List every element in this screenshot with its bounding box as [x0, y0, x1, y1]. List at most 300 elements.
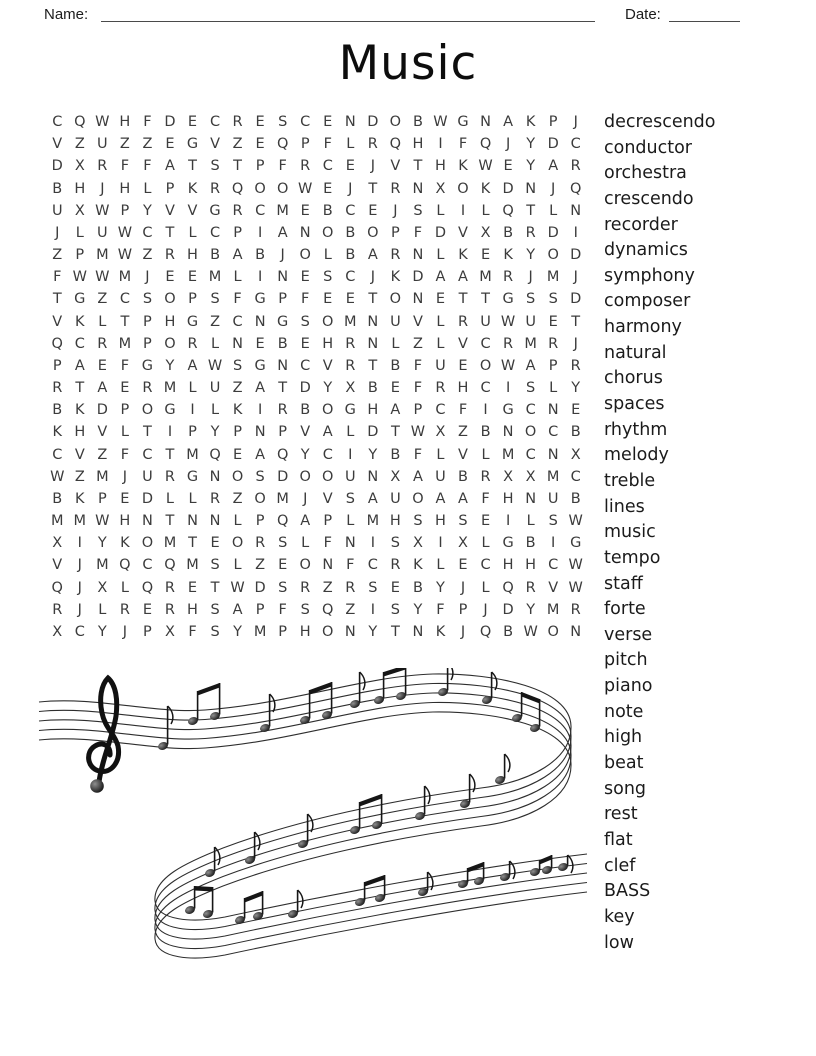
grid-cell: R: [525, 579, 536, 596]
grid-cell: O: [254, 180, 266, 197]
grid-cell: H: [187, 601, 198, 618]
grid-cell: F: [413, 446, 423, 463]
grid-cell: G: [254, 291, 266, 308]
word-list-item: lines: [604, 496, 645, 517]
grid-cell: L: [143, 180, 152, 197]
grid-cell: L: [436, 202, 445, 219]
grid-cell: A: [300, 513, 311, 530]
grid-cell: Q: [502, 202, 514, 219]
grid-cell: P: [278, 291, 288, 308]
grid-cell: Z: [345, 601, 356, 618]
grid-cell: I: [505, 380, 511, 397]
grid-cell: F: [323, 136, 332, 153]
grid-cell: C: [548, 557, 559, 574]
grid-cell: U: [390, 313, 401, 330]
grid-cell: T: [390, 623, 400, 640]
grid-cell: D: [547, 136, 559, 153]
grid-cell: N: [254, 313, 266, 330]
grid-cell: E: [323, 180, 333, 197]
grid-cell: W: [298, 180, 313, 197]
grid-cell: T: [571, 313, 581, 330]
grid-cell: F: [481, 490, 490, 507]
grid-cell: M: [186, 557, 199, 574]
grid-cell: V: [390, 158, 401, 175]
grid-cell: Y: [300, 446, 310, 463]
grid-cell: T: [188, 158, 197, 175]
grid-cell: R: [300, 579, 311, 596]
grid-cell: E: [435, 291, 446, 308]
grid-cell: R: [52, 601, 63, 618]
grid-cell: H: [74, 424, 86, 441]
grid-cell: V: [187, 202, 198, 219]
grid-cell: S: [255, 468, 265, 485]
grid-cell: O: [254, 490, 266, 507]
grid-cell: J: [77, 557, 82, 574]
grid-cell: B: [503, 224, 514, 241]
grid-cell: V: [210, 136, 221, 153]
grid-cell: R: [480, 468, 491, 485]
grid-cell: X: [570, 446, 581, 463]
grid-cell: O: [141, 535, 154, 552]
grid-cell: W: [95, 114, 110, 131]
grid-cell: E: [142, 601, 153, 618]
grid-cell: Y: [571, 380, 581, 397]
grid-cell: V: [74, 446, 85, 463]
grid-cell: Y: [526, 247, 536, 264]
grid-cell: J: [573, 114, 578, 131]
grid-cell: Y: [233, 623, 243, 640]
grid-cell: N: [344, 623, 356, 640]
grid-cell: L: [346, 136, 355, 153]
grid-cell: C: [480, 335, 491, 352]
grid-cell: Y: [143, 202, 152, 219]
grid-cell: L: [549, 380, 558, 397]
grid-cell: Z: [322, 579, 333, 596]
grid-cell: W: [95, 269, 110, 286]
grid-cell: J: [280, 247, 285, 264]
grid-cell: M: [276, 490, 289, 507]
grid-cell: H: [502, 557, 514, 574]
grid-cell: W: [230, 579, 245, 596]
grid-cell: P: [278, 623, 288, 640]
grid-cell: B: [300, 402, 311, 419]
grid-cell: V: [458, 224, 468, 241]
grid-cell: O: [547, 247, 559, 264]
grid-cell: L: [188, 224, 197, 241]
grid-cell: O: [524, 424, 537, 441]
grid-cell: J: [460, 579, 466, 596]
grid-cell: P: [233, 224, 242, 241]
word-list-item: chorus: [604, 368, 663, 389]
grid-cell: K: [52, 424, 63, 441]
grid-cell: F: [413, 357, 423, 374]
grid-cell: K: [75, 402, 85, 419]
grid-cell: W: [117, 224, 133, 241]
grid-cell: Q: [389, 136, 402, 153]
grid-cell: P: [548, 357, 558, 374]
grid-cell: A: [255, 446, 266, 463]
grid-cell: E: [390, 579, 400, 596]
grid-cell: O: [479, 357, 492, 374]
grid-cell: P: [97, 490, 107, 507]
grid-cell: S: [548, 291, 558, 308]
grid-cell: Y: [526, 158, 536, 175]
grid-cell: E: [323, 291, 333, 308]
grid-cell: S: [232, 357, 243, 374]
grid-cell: O: [322, 468, 334, 485]
grid-cell: O: [322, 313, 334, 330]
grid-cell: L: [526, 513, 535, 530]
grid-cell: E: [233, 446, 243, 463]
grid-cell: V: [165, 202, 175, 219]
grid-cell: P: [233, 424, 242, 441]
grid-cell: N: [412, 623, 424, 640]
grid-cell: L: [98, 313, 107, 330]
grid-cell: O: [276, 180, 289, 197]
grid-cell: N: [277, 357, 289, 374]
grid-cell: V: [300, 424, 311, 441]
grid-cell: E: [187, 114, 198, 131]
grid-cell: E: [255, 136, 265, 153]
grid-cell: N: [412, 291, 424, 308]
grid-cell: S: [413, 202, 423, 219]
date-label: Date:: [625, 6, 661, 23]
grid-cell: R: [232, 202, 243, 219]
grid-cell: Q: [141, 579, 154, 596]
grid-cell: Z: [142, 136, 153, 153]
grid-cell: P: [188, 424, 197, 441]
grid-cell: J: [77, 601, 82, 618]
grid-cell: Y: [210, 424, 220, 441]
grid-cell: T: [165, 513, 175, 530]
grid-cell: N: [322, 557, 334, 574]
grid-cell: O: [412, 490, 424, 507]
grid-cell: J: [573, 335, 578, 352]
grid-cell: W: [568, 513, 583, 530]
grid-cell: X: [345, 380, 356, 397]
grid-cell: U: [209, 380, 221, 397]
grid-cell: L: [346, 424, 355, 441]
grid-cell: L: [549, 202, 558, 219]
grid-cell: W: [568, 557, 583, 574]
grid-cell: H: [435, 513, 446, 530]
grid-cell: C: [300, 114, 311, 131]
grid-cell: F: [413, 224, 423, 241]
grid-cell: P: [413, 402, 423, 419]
grid-cell: G: [457, 114, 469, 131]
grid-cell: Q: [119, 557, 131, 574]
grid-cell: R: [164, 601, 175, 618]
word-list-item: harmony: [604, 317, 682, 338]
grid-cell: S: [278, 579, 288, 596]
grid-cell: U: [480, 313, 491, 330]
grid-cell: K: [75, 490, 85, 507]
grid-cell: S: [390, 601, 400, 618]
word-list-item: staff: [604, 573, 643, 594]
grid-cell: N: [232, 335, 244, 352]
word-list-item: pitch: [604, 650, 648, 671]
grid-cell: C: [525, 402, 536, 419]
grid-cell: Z: [210, 313, 221, 330]
word-list: [604, 110, 804, 956]
grid-cell: P: [143, 313, 152, 330]
grid-cell: U: [435, 357, 446, 374]
grid-cell: Y: [323, 380, 333, 397]
grid-cell: T: [526, 202, 536, 219]
grid-cell: K: [458, 158, 468, 175]
word-list-item: verse: [604, 624, 653, 645]
grid-cell: I: [505, 513, 511, 530]
grid-cell: R: [390, 247, 401, 264]
grid-cell: L: [436, 313, 445, 330]
grid-cell: Q: [276, 136, 289, 153]
word-list-item: spaces: [604, 394, 665, 415]
grid-cell: J: [573, 269, 578, 286]
grid-cell: P: [188, 291, 197, 308]
grid-cell: E: [300, 335, 310, 352]
grid-cell: L: [211, 335, 220, 352]
grid-cell: R: [52, 380, 63, 397]
grid-cell: Q: [51, 335, 63, 352]
grid-cell: Q: [322, 601, 334, 618]
grid-cell: Q: [74, 114, 86, 131]
grid-cell: F: [233, 291, 242, 308]
grid-cell: F: [278, 158, 287, 175]
grid-cell: A: [232, 247, 243, 264]
grid-cell: R: [345, 357, 356, 374]
grid-cell: K: [120, 535, 130, 552]
grid-cell: A: [390, 402, 401, 419]
grid-cell: I: [460, 202, 466, 219]
grid-cell: J: [55, 224, 60, 241]
grid-cell: U: [547, 490, 559, 507]
grid-cell: C: [480, 380, 491, 397]
grid-cell: E: [120, 490, 130, 507]
grid-cell: B: [525, 535, 536, 552]
grid-cell: R: [210, 490, 221, 507]
grid-cell: Z: [52, 247, 63, 264]
grid-cell: A: [503, 114, 514, 131]
grid-cell: F: [346, 557, 355, 574]
grid-cell: B: [570, 490, 581, 507]
grid-cell: D: [299, 380, 311, 397]
grid-cell: A: [412, 468, 423, 485]
grid-cell: S: [142, 291, 153, 308]
word-list-item: melody: [604, 445, 669, 466]
grid-cell: D: [434, 224, 447, 241]
grid-cell: M: [253, 623, 267, 640]
grid-cell: N: [570, 623, 582, 640]
grid-cell: H: [322, 335, 334, 352]
grid-cell: K: [435, 623, 446, 640]
grid-cell: Z: [97, 446, 108, 463]
grid-cell: P: [278, 424, 288, 441]
grid-cell: Z: [74, 136, 85, 153]
word-list-item: forte: [604, 599, 646, 620]
grid-cell: B: [52, 402, 63, 419]
word-list-item: treble: [604, 470, 656, 491]
grid-cell: X: [74, 202, 85, 219]
grid-cell: F: [413, 380, 423, 397]
grid-cell: T: [368, 180, 378, 197]
grid-cell: M: [208, 269, 222, 286]
grid-cell: X: [165, 623, 175, 640]
grid-cell: M: [276, 202, 289, 219]
grid-cell: P: [255, 513, 265, 530]
grid-cell: I: [551, 535, 556, 552]
grid-cell: G: [254, 357, 266, 374]
grid-cell: T: [390, 424, 400, 441]
grid-cell: E: [300, 202, 310, 219]
grid-cell: H: [119, 114, 131, 131]
grid-cell: L: [436, 446, 445, 463]
grid-cell: E: [390, 380, 400, 397]
grid-cell: B: [458, 468, 468, 485]
grid-cell: S: [278, 114, 288, 131]
grid-cell: C: [232, 313, 243, 330]
grid-cell: N: [142, 513, 153, 530]
grid-cell: R: [97, 335, 108, 352]
grid-cell: E: [278, 557, 288, 574]
word-list-item: orchestra: [604, 163, 687, 184]
grid-cell: V: [52, 557, 63, 574]
grid-cell: O: [299, 557, 311, 574]
grid-cell: Z: [255, 557, 266, 574]
grid-cell: G: [502, 402, 514, 419]
grid-cell: Y: [165, 357, 175, 374]
word-list-item: beat: [604, 753, 644, 774]
grid-cell: B: [503, 623, 514, 640]
grid-cell: D: [367, 424, 379, 441]
grid-cell: E: [255, 114, 265, 131]
grid-cell: N: [367, 335, 379, 352]
grid-cell: G: [570, 535, 582, 552]
grid-cell: R: [390, 180, 401, 197]
grid-cell: K: [232, 402, 243, 419]
grid-cell: S: [413, 513, 423, 530]
grid-cell: Q: [209, 446, 221, 463]
grid-cell: G: [186, 136, 199, 153]
grid-cell: L: [233, 269, 242, 286]
grid-cell: R: [210, 180, 221, 197]
grid-cell: S: [210, 601, 220, 618]
grid-cell: M: [73, 513, 87, 530]
grid-cell: P: [120, 202, 130, 219]
grid-cell: H: [525, 557, 537, 574]
grid-cell: D: [547, 224, 559, 241]
grid-cell: Y: [526, 601, 536, 618]
grid-cell: O: [141, 402, 154, 419]
grid-cell: E: [345, 291, 355, 308]
grid-cell: R: [367, 136, 378, 153]
grid-cell: N: [570, 202, 582, 219]
grid-cell: M: [96, 247, 109, 264]
word-list-item: tempo: [604, 547, 661, 568]
grid-cell: H: [457, 380, 469, 397]
grid-cell: C: [345, 202, 356, 219]
word-list-item: music: [604, 522, 656, 543]
grid-cell: M: [501, 446, 515, 463]
grid-cell: L: [188, 490, 197, 507]
grid-cell: M: [51, 513, 64, 530]
grid-cell: G: [344, 402, 356, 419]
grid-cell: N: [277, 269, 289, 286]
grid-cell: U: [97, 224, 108, 241]
grid-cell: F: [323, 535, 332, 552]
grid-cell: P: [165, 180, 175, 197]
grid-cell: U: [51, 202, 63, 219]
grid-cell: J: [122, 623, 128, 640]
grid-cell: W: [410, 424, 426, 441]
grid-cell: X: [525, 468, 536, 485]
grid-cell: A: [165, 158, 175, 175]
grid-cell: U: [435, 468, 446, 485]
grid-cell: Y: [368, 446, 378, 463]
grid-cell: X: [52, 623, 63, 640]
grid-cell: C: [209, 114, 221, 131]
music-notes: [157, 668, 573, 925]
grid-cell: M: [546, 468, 560, 485]
grid-cell: C: [74, 335, 85, 352]
grid-cell: Z: [97, 291, 108, 308]
grid-cell: O: [322, 224, 334, 241]
grid-cell: E: [210, 535, 220, 552]
grid-cell: M: [118, 269, 132, 286]
grid-cell: C: [367, 557, 378, 574]
grid-cell: A: [548, 158, 559, 175]
grid-cell: Z: [119, 136, 130, 153]
word-list-item: flat: [604, 829, 633, 850]
grid-cell: N: [344, 114, 356, 131]
grid-cell: A: [367, 490, 378, 507]
grid-cell: B: [390, 446, 401, 463]
grid-cell: C: [142, 557, 153, 574]
grid-cell: L: [481, 579, 490, 596]
grid-cell: O: [164, 291, 176, 308]
word-list-item: song: [604, 778, 647, 799]
grid-cell: X: [52, 535, 63, 552]
grid-cell: S: [548, 513, 558, 530]
word-list-item: piano: [604, 676, 653, 697]
grid-cell: F: [143, 158, 152, 175]
letter-grid: [46, 111, 587, 643]
grid-cell: N: [412, 180, 424, 197]
grid-cell: D: [277, 468, 289, 485]
grid-cell: I: [438, 136, 443, 153]
grid-cell: O: [231, 535, 244, 552]
grid-cell: N: [367, 313, 379, 330]
grid-cell: B: [412, 114, 423, 131]
grid-cell: C: [570, 468, 581, 485]
grid-cell: L: [233, 557, 242, 574]
grid-cell: F: [278, 601, 287, 618]
grid-cell: N: [254, 424, 266, 441]
word-list-item: conductor: [604, 137, 693, 158]
grid-cell: X: [435, 180, 446, 197]
grid-cell: P: [52, 357, 62, 374]
grid-cell: T: [75, 380, 85, 397]
grid-cell: C: [52, 114, 63, 131]
grid-cell: B: [52, 180, 63, 197]
grid-cell: H: [119, 180, 131, 197]
word-list-item: high: [604, 727, 643, 748]
grid-cell: C: [300, 357, 311, 374]
grid-cell: H: [119, 513, 131, 530]
grid-cell: N: [525, 180, 537, 197]
grid-cell: Z: [412, 335, 423, 352]
grid-cell: G: [502, 535, 514, 552]
grid-cell: T: [165, 224, 175, 241]
